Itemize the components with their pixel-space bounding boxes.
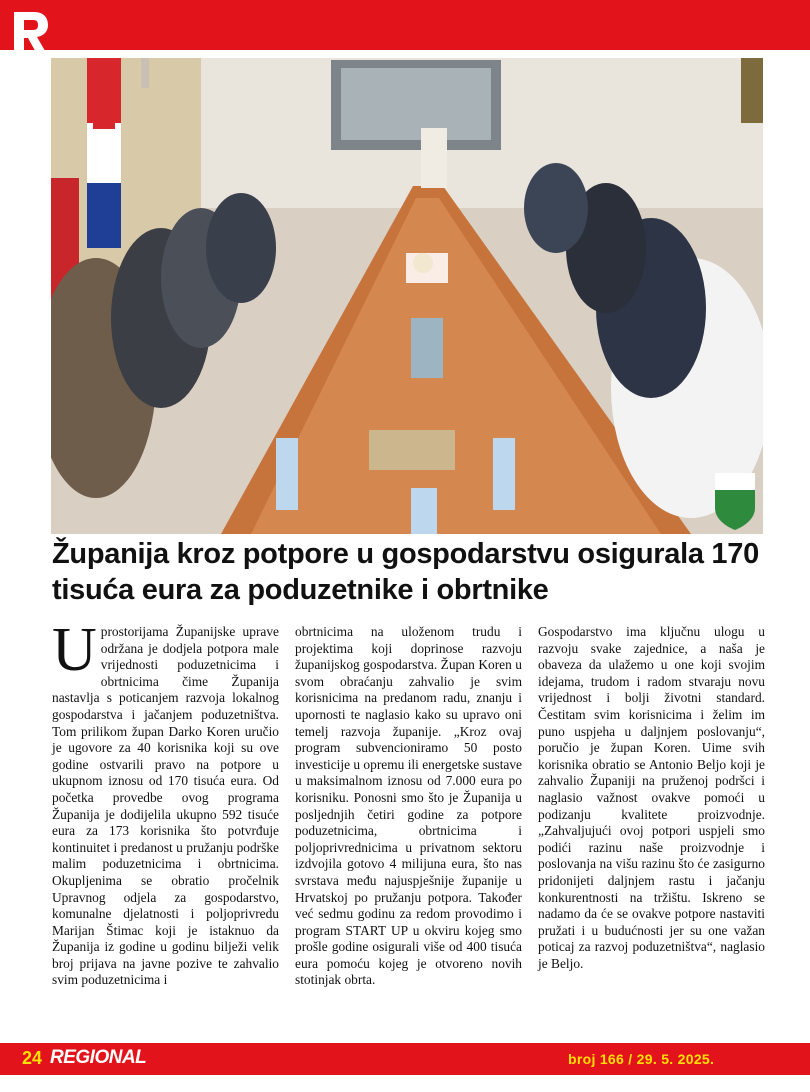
meeting-photo-illustration	[51, 58, 763, 534]
article-body	[52, 616, 766, 989]
column-3-text: Gospodarstvo ima ključnu ulogu u razvoju svake zajednice, a naša je obaveza da ulažemo u one koji svojim idejama, trudom i radom stvaraju novu vrijednost i bolji životni standard. Čestitam svim korisnicima i želim im puno uspjeha u daljnjem poslovanju“, poručio je župan Koren. Uime svih korisnika obratio se Antonio Beljo koji je zahvalio Županiji na pruženoj podršci i naglasio važnost ovakve pomoći u podizanju kvalitete proizvodnje. „Zahvaljujući ovoj potpori uspjeli smo podići razinu naše proizvodnje i poslovanja na višu razinu što će zasigurno pridonijeti daljnjem rastu i jačanju konkurentnosti na tržištu. Iskreno se nadamo da će se ovakve potpore nastaviti pružati i u budućnosti jer su one važan poticaj za razvoj poduzetništva“, naglasio je Beljo.	[538, 624, 765, 971]
article-column-3	[538, 624, 765, 989]
article-column-2	[295, 624, 522, 989]
brand-logo-text: REGIONAL	[50, 1047, 147, 1068]
top-red-bar	[0, 0, 810, 50]
article-photo	[51, 58, 763, 534]
article-column-1	[52, 616, 279, 989]
page-number: 24	[22, 1048, 43, 1068]
drop-cap: U	[52, 616, 97, 684]
column-1-text: prostorijama Županijske uprave održana je dodjela potpora male vrijednosti poduzetnicima i obrtnicima čime Županija nastavlja s poticanjem razvoja lokalnog gospodarstva i jačanjem poduzetništva. Tom prilikom župan Darko Koren uručio je ugovore za 40 korisnika koji su ove godine ostvarili pravo na potpore u ukupnom iznosu od 170 tisuća eura. Od početka provedbe ovog programa Županija je dodijelila ukupno 592 tisuće eura za 173 korisnika što potvrđuje kontinuitet i predanost u pružanju podrške malim poduzetnicima i obrtnicima. Okupljenima se obratio pročelnik Upravnog odjela za gospodarstvo, komunalne djelatnosti i poljoprivredu Marijan Štimac koji je istaknuo da Županija iz godine u godinu bilježi velik broj prijava na javne pozive te zahvalio svim poduzetnicima i	[52, 624, 279, 988]
column-2-text: obrtnicima na uloženom trudu i projektima koji doprinose razvoju županijskog gospodarstva. Župan Koren u svom obraćanju zahvalio je svim korisnicima na predanom radu, znanju i upornosti te naglasio kako su upravo oni temelj razvoja županije. „Kroz ovaj program subvencioniramo 50 posto investicije u opremu ili energetske sustave u maksimalnom iznosu od 7.000 eura po korisniku. Ponosni smo što je Županija u posljednjih četiri godine za potpore poduzetnicima, obrtnicima i poljoprivrednicima u privatnom sektoru izdvojila gotovo 4 milijuna eura, što nas svrstava među najuspješnije županije u Hrvatskoj po pružanju potpora. Također već sedmu godinu za redom provodimo i program START UP u okviru kojeg smo prošle godine osigurali više od 400 tisuća eura pomoću kojeg je otvoreno novih stotinjak obrta.	[295, 624, 522, 988]
article-headline: Županija kroz potpore u gospodarstvu osigurala 170 tisuća eura za poduzetnike i obrtnike	[52, 538, 759, 606]
issue-info: broj 166 / 29. 5. 2025.	[568, 1051, 715, 1067]
regional-r-logo	[10, 8, 50, 60]
